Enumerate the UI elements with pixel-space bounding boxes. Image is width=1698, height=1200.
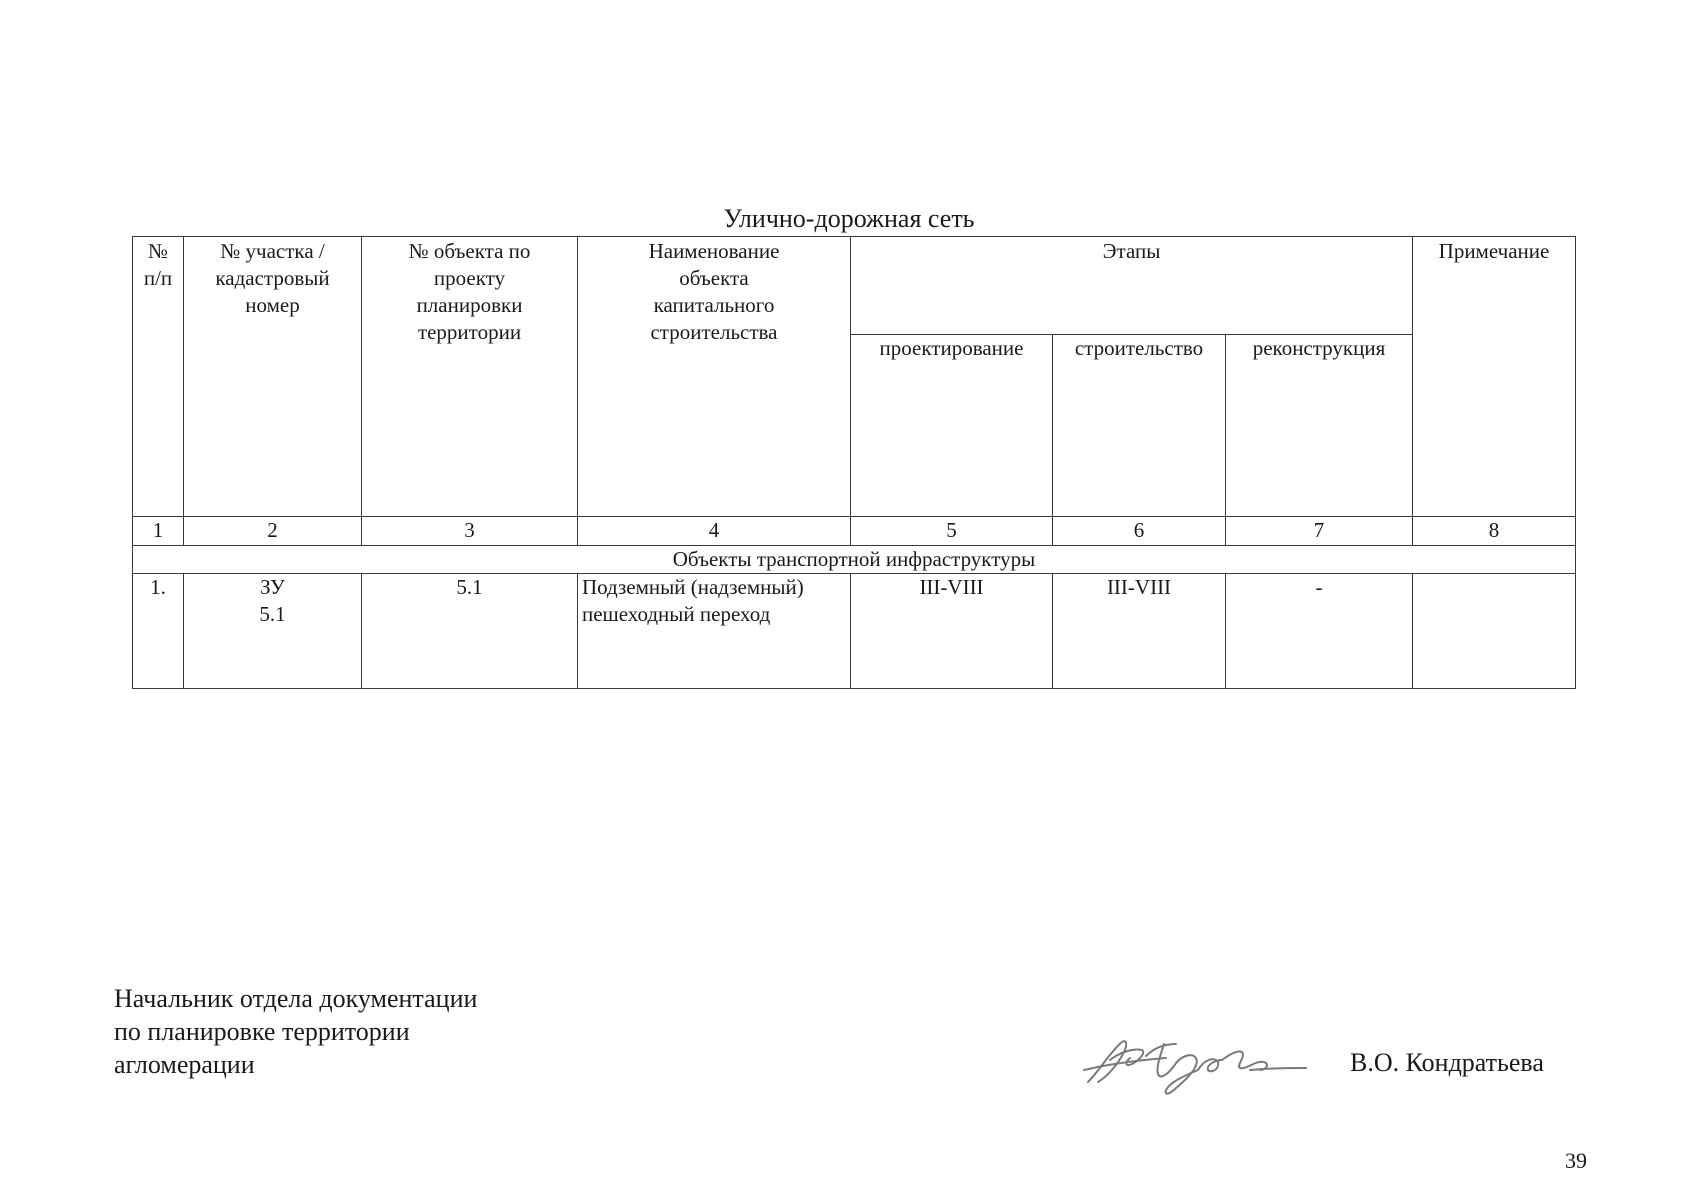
column-number: 3 xyxy=(362,517,578,546)
column-number: 8 xyxy=(1413,517,1576,546)
header-object-number: № объекта по проекту планировки территории xyxy=(362,237,578,517)
column-number: 5 xyxy=(851,517,1053,546)
header-stage-reconstruct: реконструкция xyxy=(1226,335,1413,517)
page-number: 39 xyxy=(1565,1148,1587,1173)
cell-stage-build: III-VIII xyxy=(1053,574,1226,689)
header-row-main xyxy=(133,237,1576,335)
section-row xyxy=(133,546,1576,574)
signer-name: В.О. Кондратьева xyxy=(1350,1048,1544,1077)
cell-stage-reconstruct: - xyxy=(1226,574,1413,689)
cell-stage-design: III-VIII xyxy=(851,574,1053,689)
table-title: Улично-дорожная сеть xyxy=(723,204,975,233)
handwritten-signature xyxy=(1080,1030,1310,1100)
header-plot: № участка / кадастровый номер xyxy=(184,237,362,517)
signer-position: Начальник отдела документации по планировке территории агломерации xyxy=(114,984,478,1079)
column-number-row xyxy=(133,517,1576,546)
cell-plot: ЗУ 5.1 xyxy=(184,574,362,689)
column-number: 4 xyxy=(578,517,851,546)
header-note: Примечание xyxy=(1413,237,1576,517)
table-row xyxy=(133,574,1576,689)
header-object-name: Наименование объекта капитального строительства xyxy=(578,237,851,517)
street-network-table xyxy=(132,236,1576,689)
header-num: № п/п xyxy=(133,237,184,517)
column-number: 6 xyxy=(1053,517,1226,546)
header-stages: Этапы xyxy=(851,237,1413,335)
header-stage-build: строительство xyxy=(1053,335,1226,517)
column-number: 2 xyxy=(184,517,362,546)
column-number: 1 xyxy=(133,517,184,546)
column-number: 7 xyxy=(1226,517,1413,546)
cell-note xyxy=(1413,574,1576,689)
cell-num: 1. xyxy=(133,574,184,689)
section-title: Объекты транспортной инфраструктуры xyxy=(133,546,1576,574)
cell-object-number: 5.1 xyxy=(362,574,578,689)
cell-object-name: Подземный (надземный) пешеходный переход xyxy=(578,574,851,689)
header-stage-design: проектирование xyxy=(851,335,1053,517)
